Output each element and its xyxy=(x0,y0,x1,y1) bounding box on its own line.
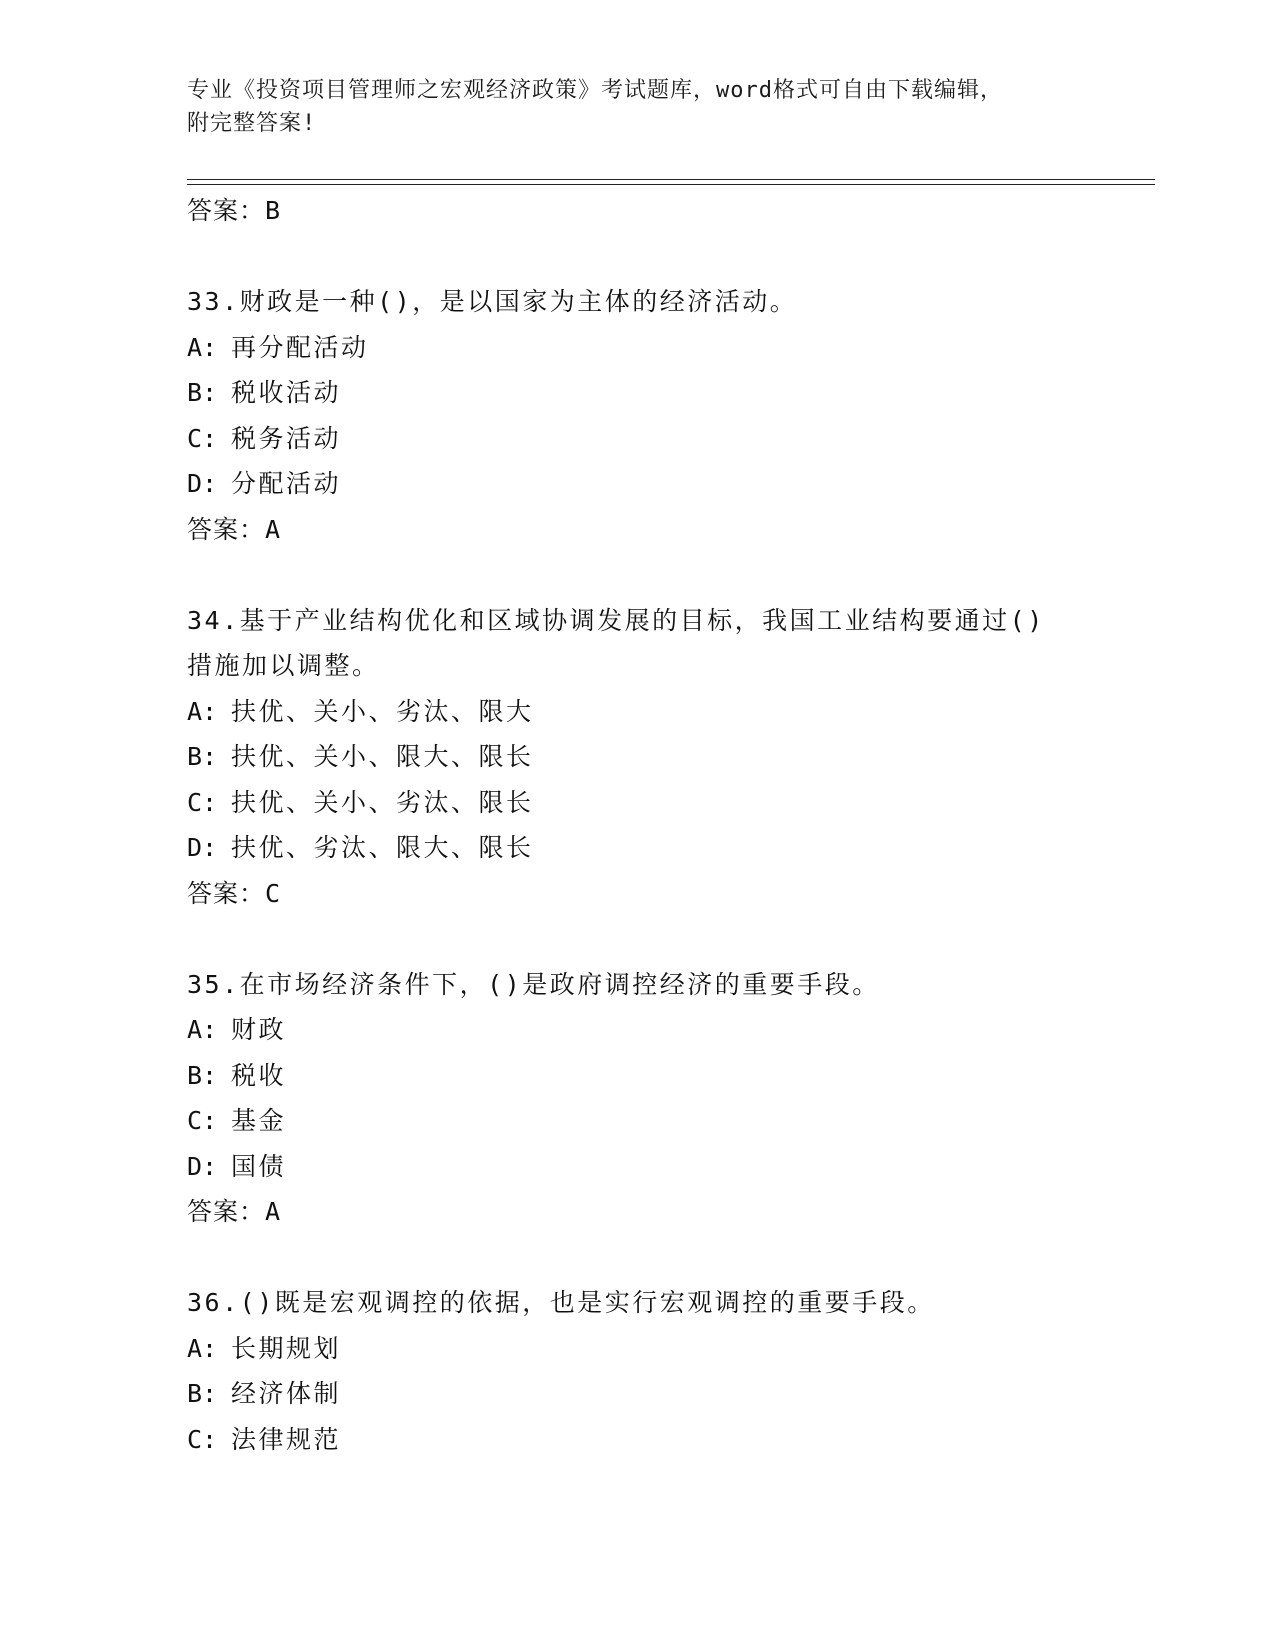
option-key: A: xyxy=(187,1333,218,1363)
option-key: B: xyxy=(187,378,218,407)
option-text: 税收活动 xyxy=(231,378,342,407)
option-line xyxy=(187,461,1155,507)
option-key: D: xyxy=(187,833,218,862)
spacer xyxy=(187,552,1155,598)
option-text: 长期规划 xyxy=(231,1333,342,1363)
option-line xyxy=(187,1007,1155,1053)
option-text: 经济体制 xyxy=(231,1379,342,1408)
option-line xyxy=(187,1326,1155,1372)
document-header xyxy=(187,74,1087,140)
option-text: 扶优、关小、劣汰、限长 xyxy=(231,787,534,817)
question-block xyxy=(187,962,1155,1281)
option-text: 基金 xyxy=(231,1106,287,1135)
option-key: A: xyxy=(187,332,218,362)
option-key: C: xyxy=(187,423,218,453)
question-list xyxy=(187,188,1155,1462)
answer-label: 答案： xyxy=(187,196,266,225)
header-divider-bottom xyxy=(187,184,1155,185)
spacer xyxy=(187,916,1155,962)
answer-line xyxy=(187,1189,1155,1235)
answer-value: C xyxy=(265,878,282,908)
option-key: D: xyxy=(187,469,218,498)
option-text: 再分配活动 xyxy=(231,332,369,362)
option-text: 税收 xyxy=(231,1060,287,1090)
answer-value: A xyxy=(265,514,282,544)
question-stem: 措施加以调整。 xyxy=(187,651,380,680)
option-key: C: xyxy=(187,1106,218,1135)
answer-value: A xyxy=(265,1197,282,1226)
option-key: A: xyxy=(187,696,218,726)
option-text: 税务活动 xyxy=(231,423,342,453)
answer-line xyxy=(187,507,1155,553)
option-text: 国债 xyxy=(231,1151,287,1181)
option-line xyxy=(187,1053,1155,1099)
option-line xyxy=(187,1371,1155,1417)
answer-label: 答案： xyxy=(187,514,266,544)
question-stem: 33.财政是一种()，是以国家为主体的经济活动。 xyxy=(187,287,798,316)
option-line xyxy=(187,325,1155,371)
question-block xyxy=(187,598,1155,962)
option-line xyxy=(187,416,1155,462)
spacer xyxy=(187,234,1155,280)
option-line xyxy=(187,689,1155,735)
spacer xyxy=(187,1235,1155,1281)
answer-label: 答案： xyxy=(187,878,266,908)
option-text: 法律规范 xyxy=(231,1424,342,1454)
question-block xyxy=(187,279,1155,598)
question-block xyxy=(187,1280,1155,1462)
option-key: B: xyxy=(187,1060,218,1090)
option-text: 扶优、关小、限大、限长 xyxy=(231,742,534,771)
option-line xyxy=(187,1417,1155,1463)
option-line xyxy=(187,370,1155,416)
option-key: B: xyxy=(187,1379,218,1408)
answer-value: B xyxy=(265,196,282,225)
option-key: D: xyxy=(187,1151,218,1181)
header-divider-top xyxy=(187,179,1155,180)
option-text: 扶优、劣汰、限大、限长 xyxy=(231,833,534,862)
option-line xyxy=(187,780,1155,826)
option-line xyxy=(187,1144,1155,1190)
header-line-1: 专业《投资项目管理师之宏观经济政策》考试题库，word格式可自由下载编辑， xyxy=(187,78,1003,103)
answer-label: 答案： xyxy=(187,1197,266,1226)
option-text: 财政 xyxy=(231,1015,287,1044)
option-text: 分配活动 xyxy=(231,469,342,498)
option-key: C: xyxy=(187,1424,218,1454)
option-key: B: xyxy=(187,742,218,771)
option-key: A: xyxy=(187,1015,218,1044)
option-line xyxy=(187,1098,1155,1144)
option-key: C: xyxy=(187,787,218,817)
question-stem: 34.基于产业结构优化和区域协调发展的目标，我国工业结构要通过() xyxy=(187,605,1045,635)
header-line-2: 附完整答案! xyxy=(187,111,317,136)
question-stem: 36.()既是宏观调控的依据，也是实行宏观调控的重要手段。 xyxy=(187,1288,935,1317)
question-stem: 35.在市场经济条件下，()是政府调控经济的重要手段。 xyxy=(187,969,880,999)
answer-line xyxy=(187,871,1155,917)
option-line xyxy=(187,825,1155,871)
option-line xyxy=(187,734,1155,780)
answer-line xyxy=(187,188,1155,234)
option-text: 扶优、关小、劣汰、限大 xyxy=(231,696,534,726)
